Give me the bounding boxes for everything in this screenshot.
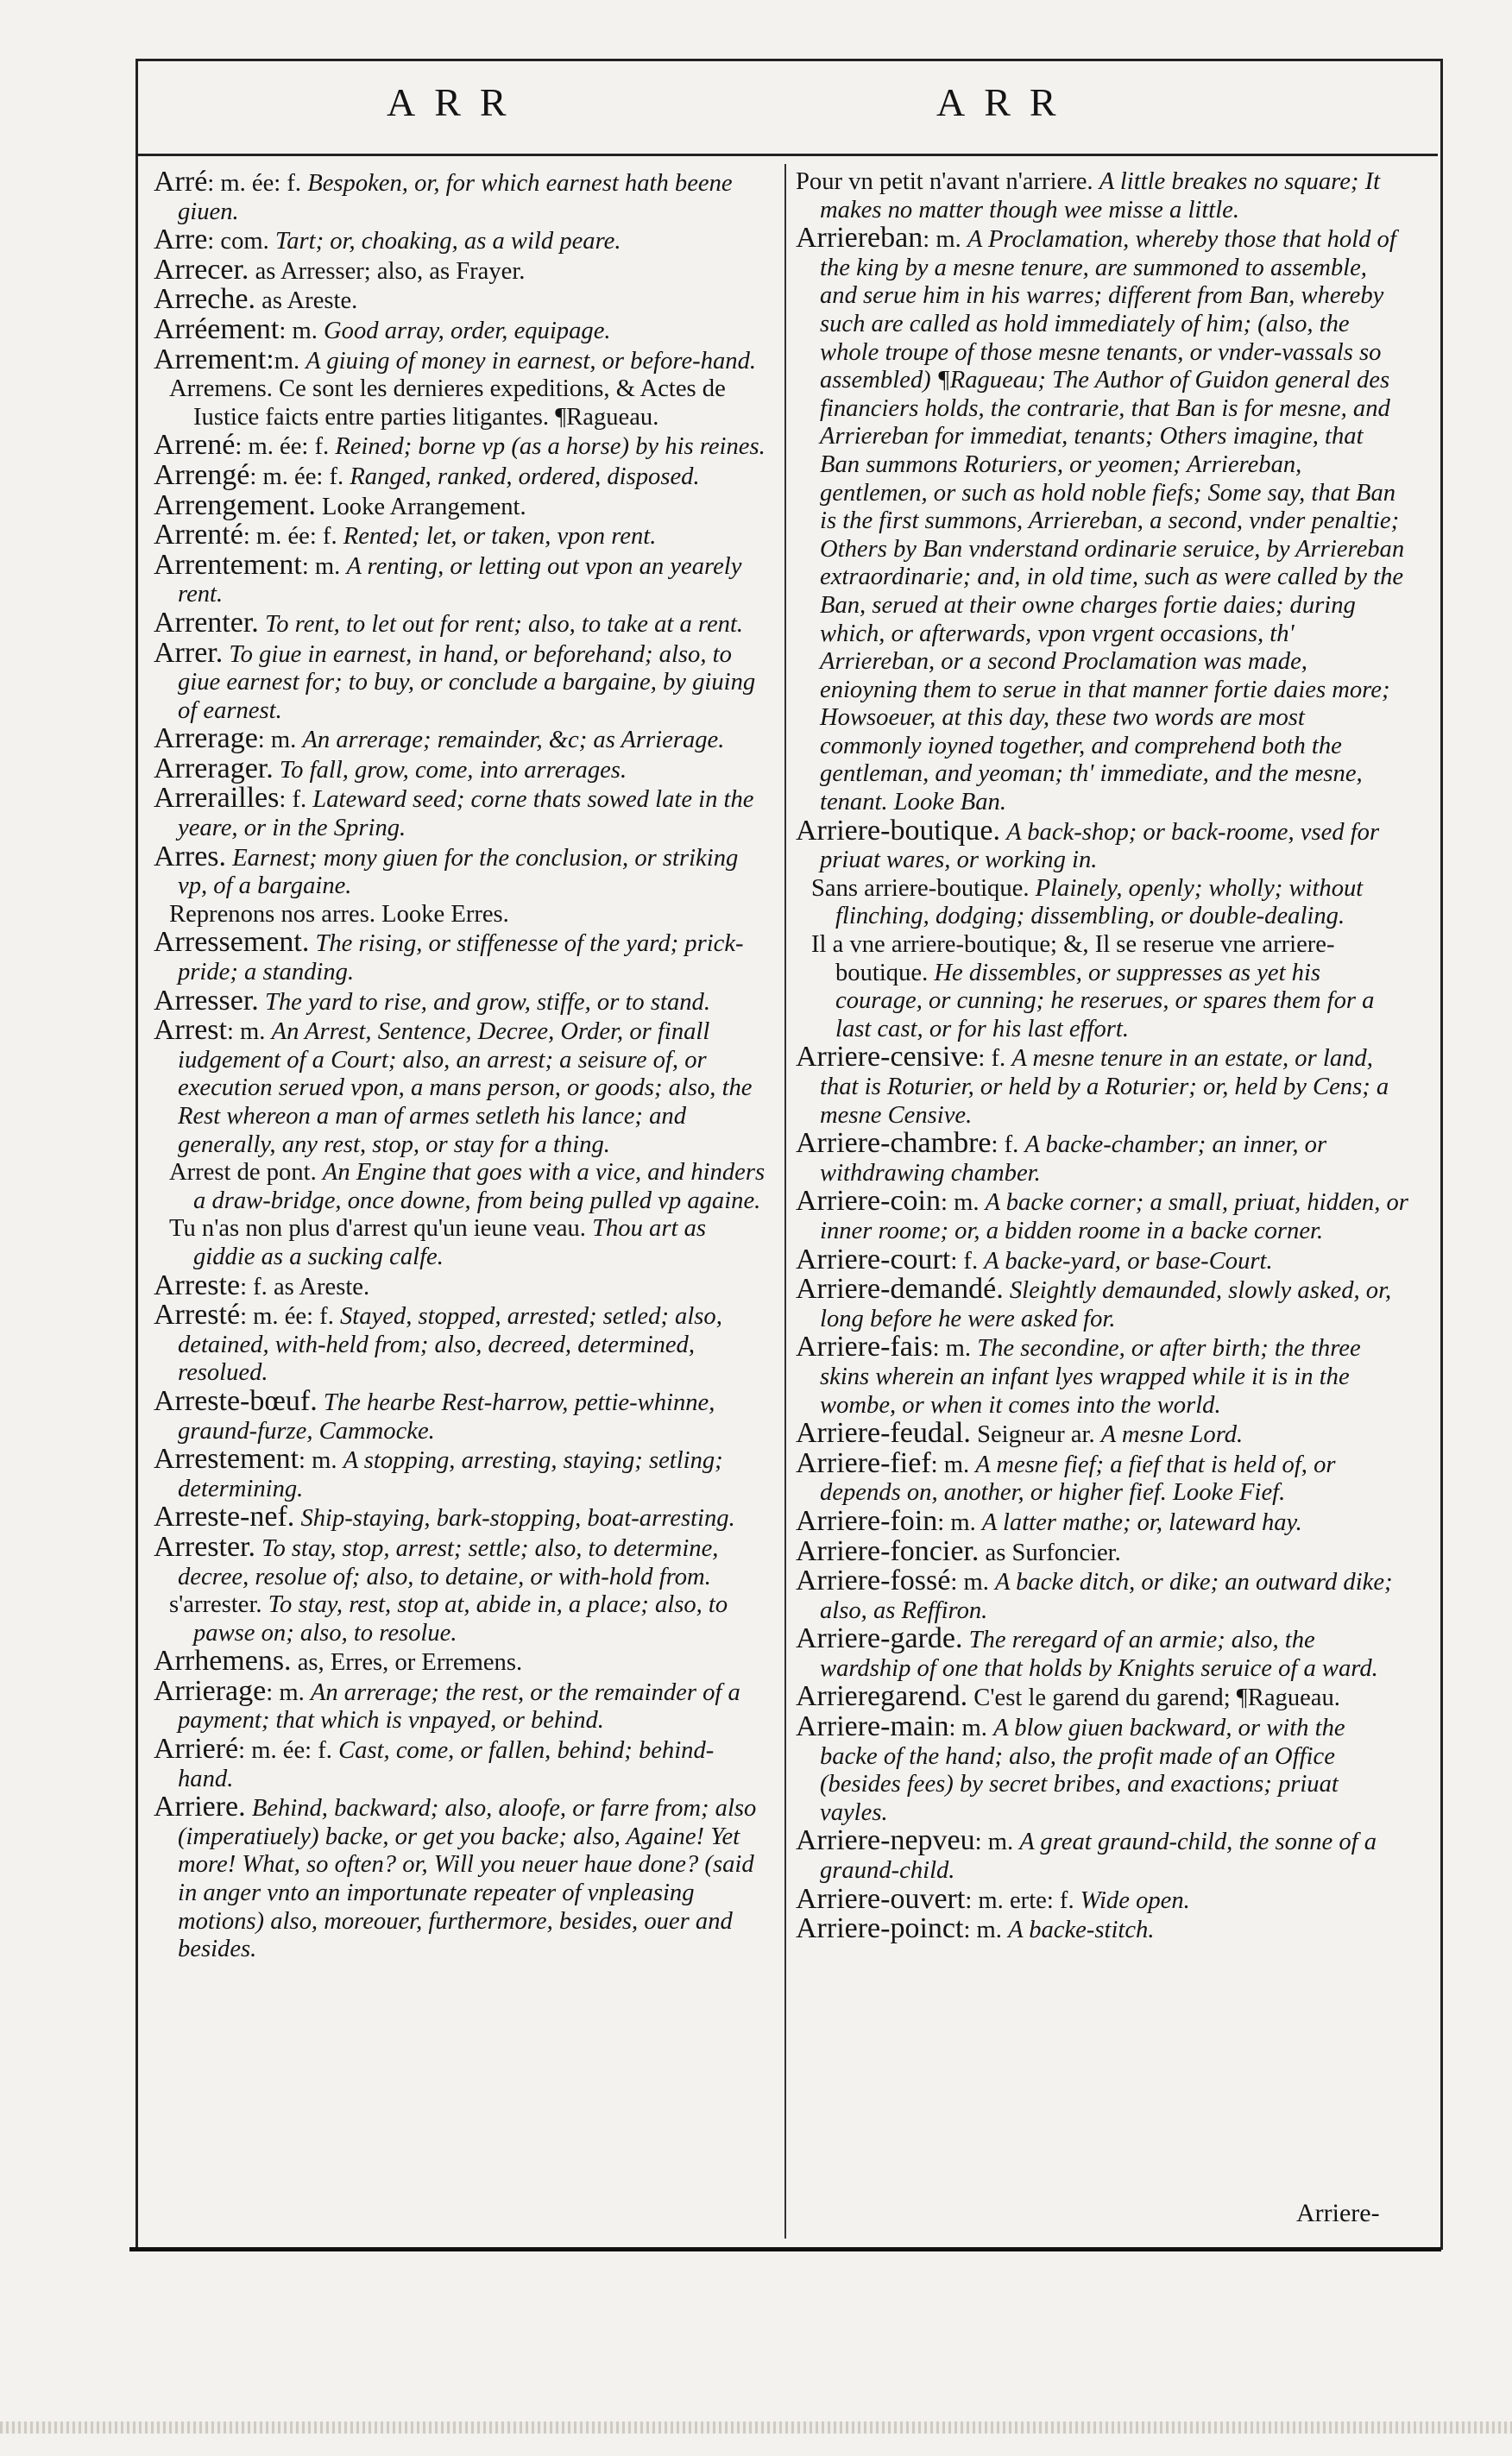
entry-headword: Arreste-bœuf.	[154, 1384, 318, 1417]
entry-grammar: Il a vne arriere-boutique; &, Il se reserue vne arriere-boutique.	[811, 931, 1335, 986]
dictionary-entry	[154, 784, 766, 842]
entry-headword: Arriere-boutique.	[796, 814, 1000, 847]
dictionary-entry	[154, 548, 766, 609]
entry-headword: Arrenté	[154, 519, 243, 551]
entry-definition: The secondine, or after birth; the three skins wherein an infant lyes wrapped while it is in the wombe, or when it comes into the world.	[820, 1335, 1361, 1419]
entry-definition: An arrerage; remainder, &c; as Arrierage.	[302, 727, 725, 754]
entry-grammar: : m.	[226, 1018, 272, 1046]
entry-headword: Arrieregarend.	[796, 1680, 968, 1713]
entry-grammar	[246, 1795, 252, 1822]
entry-definition: The rising, or stiffenesse of the yard; prick-pride; a standing.	[178, 930, 744, 986]
entry-headword: Arriere-poinct	[796, 1912, 964, 1945]
dictionary-entry	[154, 984, 766, 1017]
entry-definition: A stopping, arresting, staying; setling; determining.	[178, 1447, 723, 1502]
entry-definition: An Engine that goes with a vice, and hinders a draw-bridge, once downe, from being pulled vp againe.	[193, 1159, 765, 1214]
entry-headword: Arrestement	[154, 1443, 299, 1476]
entry-grammar	[259, 989, 265, 1016]
entry-definition: A backe corner; a small, priuat, hidden, or inner roome; or, a bidden roome in a backe corner.	[820, 1189, 1408, 1244]
page-edge-fringe	[0, 2421, 1512, 2434]
dictionary-entry	[154, 1647, 766, 1678]
dictionary-entry	[154, 901, 766, 929]
entry-headword: Arrenter.	[154, 606, 259, 639]
entry-headword: Arrengé	[154, 458, 250, 491]
dictionary-entry	[154, 312, 766, 346]
dictionary-entry	[154, 1591, 766, 1647]
entry-definition: A backe ditch, or dike; an outward dike; also, as Reffiron.	[820, 1569, 1393, 1624]
dictionary-entry	[796, 875, 1408, 931]
dictionary-entry	[154, 1735, 766, 1793]
entry-definition: Cast, come, or fallen, behind; behind-hand.	[178, 1737, 715, 1792]
entry-definition: To stay, stop, arrest; settle; also, to determine, decree, resolue of; also, to detaine, or with-hold from.	[178, 1534, 719, 1590]
dictionary-entry	[154, 926, 766, 986]
entry-grammar	[318, 1389, 324, 1416]
entry-grammar: : m.	[257, 727, 303, 754]
entry-headword: Arres.	[154, 840, 227, 872]
dictionary-entry	[154, 521, 766, 551]
entry-definition: Behind, backward; also, aloofe, or farre from; also (imperatiuely) backe, or get you backe; also, Againe! Yet more! What, so often? or, Will you neuer haue done? (said in anger vnto an importunate repeater of vnpleasing motions) also, moreouer, furthermore, besides, ouer and besides.	[178, 1795, 757, 1963]
dictionary-entry	[796, 1043, 1408, 1130]
header-rule	[138, 154, 1438, 156]
dictionary-entry	[796, 1567, 1408, 1625]
entry-grammar: : m. ée: f.	[207, 170, 308, 197]
entry-definition: A backe-yard, or base-Court.	[984, 1247, 1273, 1275]
entry-definition: The hearbe Rest-harrow, pettie-whinne, graund-furze, Cammocke.	[178, 1389, 715, 1445]
entry-headword: Arriere.	[154, 1791, 246, 1823]
entry-headword: Arriere-nepveu	[796, 1824, 975, 1857]
entry-grammar: Arrest de pont.	[169, 1159, 323, 1187]
entry-grammar: as Arresser; also, as Frayer.	[249, 257, 526, 285]
dictionary-entry	[796, 1912, 1408, 1945]
entry-grammar: Looke Arrangement.	[315, 493, 526, 520]
entry-headword: Arré	[154, 166, 208, 198]
entry-definition: Stayed, stopped, arrested; setled; also, detained, with-held from; also, decreed, determined, resolued.	[178, 1303, 722, 1387]
dictionary-entry	[154, 840, 766, 901]
dictionary-entry	[796, 1504, 1408, 1538]
entry-grammar: as Areste.	[255, 287, 358, 315]
entry-headword: Arresser.	[154, 984, 259, 1017]
dictionary-entry	[796, 1417, 1408, 1450]
entry-definition: Reined; borne vp (as a horse) by his reines.	[335, 433, 765, 461]
entry-definition: Good array, order, equipage.	[324, 317, 611, 344]
dictionary-entry	[796, 1710, 1408, 1827]
entry-headword: Arriere-main	[796, 1710, 949, 1743]
entry-grammar	[962, 1627, 968, 1653]
entry-definition: A mesne tenure in an estate, or land, that is Roturier, or held by a Roturier; or, held by Cens; a mesne Censive.	[820, 1045, 1389, 1129]
entry-definition: A giuing of money in earnest, or before-hand.	[306, 347, 757, 375]
right-column	[796, 168, 1408, 1945]
entry-grammar: : m. ée: f.	[240, 1303, 340, 1331]
entry-headword: Arresté	[154, 1299, 241, 1332]
entry-grammar: : m. ée: f.	[238, 1737, 339, 1765]
entry-headword: Arriere-chambre	[796, 1127, 992, 1160]
entry-definition: Wide open.	[1080, 1886, 1190, 1914]
catchword: Arriere-	[1296, 2199, 1380, 2227]
entry-grammar: : f.	[950, 1247, 985, 1275]
entry-definition: An arrerage; the rest, or the remainder of a payment; that which is vnpayed, or behind.	[178, 1678, 740, 1735]
entry-headword: Arriere-feudal.	[796, 1417, 971, 1450]
entry-grammar: : f.	[279, 786, 313, 814]
entry-headword: Arrecer.	[154, 253, 249, 286]
dictionary-entry	[154, 375, 766, 431]
dictionary-entry	[796, 1534, 1408, 1568]
entry-definition: To giue in earnest, in hand, or beforehand; also, to giue earnest for; to buy, or conclude a bargaine, by giuing of earnest.	[178, 640, 756, 724]
entry-definition: Thou art as giddie as a sucking calfe.	[193, 1215, 706, 1270]
entry-headword: Arressement.	[154, 926, 310, 959]
entry-definition: To stay, rest, stop at, abide in, a place; also, to pawse on; also, to resolue.	[193, 1591, 728, 1647]
entry-definition: A mesne fief; a fief that is held of, or depends on, another, or higher fief. Looke Fief.	[820, 1451, 1336, 1507]
entry-grammar: : com.	[207, 228, 275, 255]
dictionary-entry	[796, 1187, 1408, 1245]
entry-headword: Arrement:	[154, 343, 274, 375]
entry-headword: Arriere-ouvert	[796, 1882, 966, 1915]
running-head-right: ARR	[936, 80, 1075, 124]
dictionary-entry	[154, 1014, 766, 1159]
entry-definition: The yard to rise, and grow, stiffe, or to stand.	[264, 988, 710, 1016]
entry-grammar: : m.	[266, 1678, 311, 1706]
entry-grammar: : m.	[963, 1917, 1009, 1944]
entry-grammar: : m.	[932, 1335, 978, 1363]
entry-grammar: : m.	[930, 1451, 976, 1478]
entry-headword: Arréement	[154, 312, 280, 345]
entry-headword: Arrest	[154, 1014, 227, 1047]
entry-grammar: : f.	[978, 1045, 1012, 1073]
dictionary-entry	[154, 1674, 766, 1735]
entry-definition: To rent, to let out for rent; also, to take at a rent.	[264, 610, 744, 638]
entry-grammar: : f. as Areste.	[240, 1273, 370, 1300]
entry-grammar: : f.	[991, 1131, 1025, 1159]
entry-definition: A great graund-child, the sonne of a graund-child.	[820, 1829, 1377, 1885]
entry-headword: Arriere-garde.	[796, 1622, 963, 1655]
bottom-rule	[129, 2247, 1441, 2251]
dictionary-entry	[154, 1503, 766, 1533]
dictionary-entry	[796, 1622, 1408, 1683]
entry-grammar: : m. ée: f.	[235, 433, 336, 461]
entry-definition: A blow giuen backward, or with the backe of the hand; also, the profit made of an Office (besides fees) by secret bribes, and exactions; priuat vayles.	[820, 1715, 1345, 1826]
dictionary-entry	[154, 226, 766, 256]
entry-grammar: s'arrester.	[169, 1591, 268, 1619]
dictionary-entry	[154, 1269, 766, 1302]
entry-headword: Arriere-court	[796, 1243, 951, 1275]
entry-headword: Arriere-demandé.	[796, 1273, 1004, 1306]
column-divider	[784, 164, 786, 2239]
entry-grammar: Sans arriere-boutique.	[811, 874, 1036, 902]
entry-grammar: C'est le garend du garend; ¶Ragueau.	[967, 1685, 1340, 1712]
dictionary-entry	[154, 1215, 766, 1271]
entry-headword: Arriere-foncier.	[796, 1534, 980, 1567]
entry-definition: A backe-chamber; an inner, or withdrawing chamber.	[820, 1131, 1327, 1187]
entry-definition: Earnest; mony giuen for the conclusion, or striking vp, of a bargaine.	[178, 844, 739, 900]
entry-grammar: Pour vn petit n'avant n'arriere.	[796, 168, 1099, 195]
dictionary-entry	[154, 1301, 766, 1388]
entry-headword: Arriere-fossé	[796, 1565, 951, 1597]
entry-definition: Ranged, ranked, ordered, disposed.	[350, 463, 700, 490]
dictionary-entry	[796, 1446, 1408, 1508]
entry-headword: Arrer.	[154, 636, 224, 669]
entry-grammar: : m.	[299, 1447, 343, 1475]
entry-grammar: : m.	[948, 1715, 994, 1742]
entry-headword: Arrieré	[154, 1733, 239, 1766]
entry-headword: Arriere-foin	[796, 1504, 938, 1537]
entry-definition: A latter mathe; or, lateward hay.	[981, 1508, 1302, 1536]
entry-grammar: as Surfoncier.	[979, 1539, 1121, 1566]
entry-headword: Arrerager.	[154, 752, 274, 784]
dictionary-entry	[796, 1127, 1408, 1187]
dictionary-entry	[796, 1680, 1408, 1713]
entry-grammar: : m. ée: f.	[243, 523, 343, 551]
dictionary-entry	[154, 283, 766, 316]
entry-headword: Arriere-coin	[796, 1185, 942, 1218]
entry-headword: Arreste-nef.	[154, 1501, 295, 1533]
dictionary-entry	[796, 931, 1408, 1043]
dictionary-entry	[154, 253, 766, 287]
dictionary-entry	[154, 343, 766, 376]
entry-grammar: : m. ée: f.	[249, 463, 350, 490]
entry-grammar: : m.	[279, 317, 324, 344]
entry-grammar: : m.	[974, 1829, 1020, 1856]
entry-definition: A back-shop; or back-roome, vsed for priuat wares, or working in.	[820, 818, 1380, 874]
entry-definition: A Proclamation, whereby those that hold of the king by a mesne tenure, are summoned to assemble, and serue him in his warres; different from Ban, whereby such are called as hold immediately of him; (also, the whole troupe of those mesne tenants, or vnder-vassals so assembled) ¶Ragueau; The Author of Guidon general des financiers holds, the contrarie, that Ban is for mesne, and Arriereban for immediat, tenants; Others imagine, that Ban summons Roturiers, or yeomen; Arriereban, gentlemen, or such as hold noble fiefs; Some say, that Ban is the first summons, Arriereban, a second, vnder penaltie; Others by Ban vnderstand ordinarie seruice, by Arriereban extraordinarie; and, in old time, such as were called by the Ban, serued at their owne charges fortie daies; during which, or afterwards, vpon vrgent occasions, th' Arriereban, or a second Proclamation was made, enioyning them to serue in that manner fortie daies more; Howsoeuer, at this day, these two words are most commonly ioyned together, and comprehend both the gentleman, and yeoman; th' immediate, and the mesne, tenant. Looke Ban.	[820, 226, 1405, 816]
running-head-left: ARR	[387, 80, 526, 124]
entry-headword: Arrester.	[154, 1530, 256, 1563]
entry-headword: Arriereban	[796, 222, 923, 255]
entry-grammar	[274, 757, 280, 784]
entry-definition: Bespoken, or, for which earnest hath beene giuen.	[178, 170, 733, 225]
entry-grammar: : m.	[941, 1189, 986, 1217]
dictionary-entry	[154, 431, 766, 462]
dictionary-entry	[154, 752, 766, 785]
entry-definition: A renting, or letting out vpon an yearely rent.	[178, 552, 742, 608]
entry-headword: Arre	[154, 224, 208, 256]
entry-headword: Arriere-fais	[796, 1331, 933, 1363]
entry-headword: Arrhemens.	[154, 1645, 292, 1678]
dictionary-entry	[154, 636, 766, 726]
entry-grammar: : m.	[950, 1569, 995, 1596]
dictionary-entry	[154, 606, 766, 639]
entry-definition: A little breakes no square; It makes no matter though wee misse a little.	[820, 168, 1381, 224]
dictionary-entry	[154, 1530, 766, 1591]
entry-definition: Rented; let, or taken, vpon rent.	[343, 523, 657, 551]
entry-definition: A mesne Lord.	[1100, 1421, 1244, 1449]
entry-grammar: m.	[274, 347, 306, 375]
dictionary-entry	[796, 1882, 1408, 1916]
left-column	[154, 168, 766, 1964]
entry-headword: Arriere-fief	[796, 1446, 931, 1479]
dictionary-entry	[796, 168, 1408, 224]
dictionary-entry	[796, 1824, 1408, 1885]
entry-headword: Arriere-censive	[796, 1041, 979, 1074]
dictionary-entry	[154, 488, 766, 522]
dictionary-entry	[796, 814, 1408, 875]
dictionary-entry	[796, 1243, 1408, 1276]
entry-grammar: Seigneur ar.	[970, 1421, 1101, 1449]
entry-definition: Lateward seed; corne thats sowed late in the yeare, or in the Spring.	[178, 786, 754, 842]
entry-headword: Arreche.	[154, 283, 255, 316]
dictionary-entry	[154, 1793, 766, 1964]
entry-definition: Tart; or, choaking, as a wild peare.	[274, 228, 621, 255]
entry-grammar: : m.	[937, 1508, 982, 1536]
entry-headword: Arreste	[154, 1269, 241, 1301]
entry-definition: An Arrest, Sentence, Decree, Order, or finall iudgement of a Court; also, an arrest; a seisure of, or execution serued vpon, a mans person, or goods; also, the Rest whereon a man of armes setleth his lance; and generally, any rest, stop, or stay for a thing.	[178, 1018, 753, 1158]
entry-headword: Arrené	[154, 429, 236, 462]
dictionary-entry	[796, 224, 1408, 816]
entry-definition: To fall, grow, come, into arrerages.	[279, 756, 627, 784]
entry-headword: Arrerailles	[154, 782, 280, 815]
entry-definition: Sleightly demaunded, slowly asked, or, long before he were asked for.	[820, 1277, 1392, 1332]
dictionary-entry	[154, 1445, 766, 1503]
entry-grammar: : m.	[301, 552, 347, 580]
entry-grammar: Tu n'as non plus d'arrest qu'un ieune veau.	[169, 1215, 593, 1243]
entry-headword: Arrengement.	[154, 488, 316, 521]
dictionary-entry	[154, 722, 766, 755]
entry-definition: Plainely, openly; wholly; without flinching, dodging; dissembling, or double-dealing.	[835, 874, 1364, 930]
entry-definition: The reregard of an armie; also, the wardship of one that holds by Knights seruice of a ward.	[820, 1627, 1378, 1682]
dictionary-entry	[154, 1384, 766, 1445]
entry-grammar: Arremens. Ce sont les dernieres expeditions, & Actes de Iustice faicts entre parties litigantes. ¶Ragueau.	[169, 375, 726, 431]
dictionary-entry	[154, 168, 766, 226]
dictionary-entry	[154, 1159, 766, 1215]
entry-headword: Arrierage	[154, 1674, 267, 1707]
dictionary-entry	[796, 1275, 1408, 1333]
entry-grammar: : m. erte: f.	[965, 1886, 1080, 1914]
entry-grammar: as, Erres, or Erremens.	[291, 1649, 523, 1677]
entry-grammar: Reprenons nos arres. Looke Erres.	[169, 900, 509, 928]
entry-grammar: : m.	[923, 226, 967, 254]
dictionary-entry	[796, 1333, 1408, 1420]
dictionary-entry	[154, 458, 766, 492]
entry-headword: Arrentement	[154, 548, 302, 581]
entry-grammar	[1004, 1277, 1010, 1304]
entry-definition: A backe-stitch.	[1008, 1917, 1155, 1944]
entry-definition: He dissembles, or suppresses as yet his courage, or cunning; he reserues, or spares them for a last cast, or for his last effort.	[835, 959, 1375, 1042]
entry-headword: Arrerage	[154, 722, 258, 755]
entry-grammar	[259, 611, 265, 638]
entry-definition: Ship-staying, bark-stopping, boat-arresting.	[300, 1505, 735, 1533]
